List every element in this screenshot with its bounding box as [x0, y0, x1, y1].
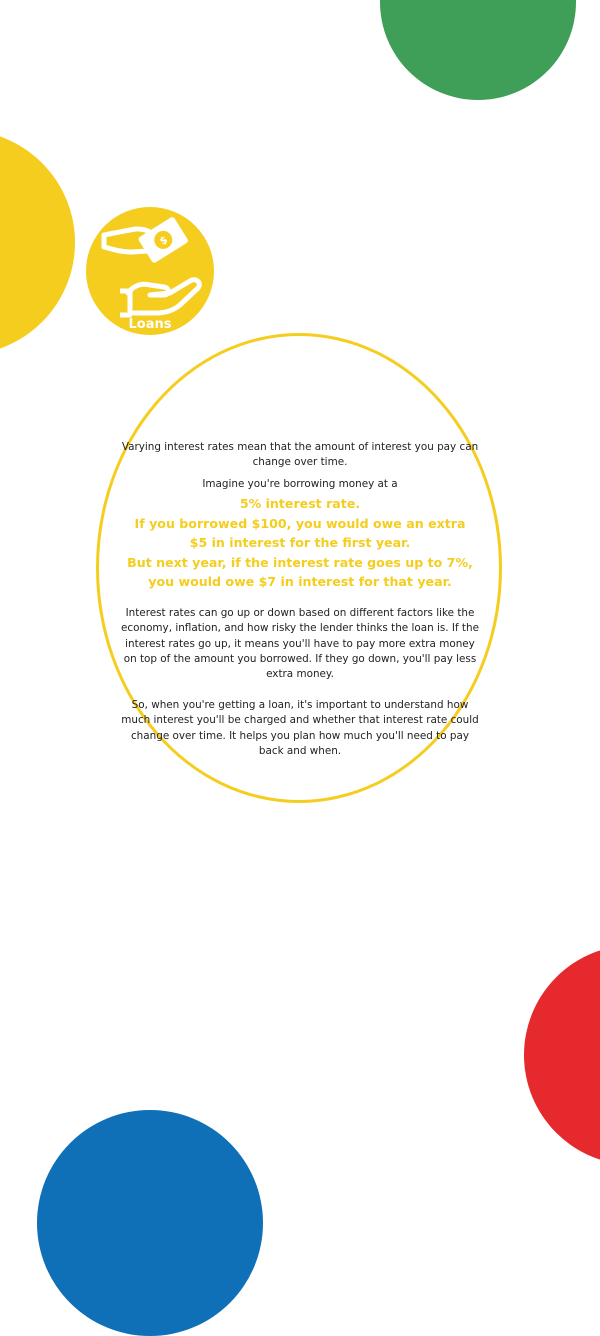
- loans-badge: [86, 207, 214, 335]
- intro-paragraph: Varying interest rates mean that the amount of interest you pay can change over time.: [121, 441, 479, 469]
- example-line: $5 in interest for the first year.: [189, 535, 411, 551]
- svg-text:$: $: [158, 234, 170, 248]
- example-line: you would owe $7 in interest for that year.: [148, 574, 452, 590]
- understand-paragraph: So, when you're getting a loan, it's important to understand how much interest you'll be charged and whether that interest rate could change over time. It helps you plan how much you'll need to pay back and when.: [121, 698, 479, 757]
- factors-paragraph: Interest rates can go up or down based on different factors like the economy, inflation, and how risky the lender thinks the loan is. If the interest rates go up, it means you'll have to pay more extra money on top of the amount you borrowed. If they go down, you'll pay less extra money.: [121, 606, 479, 681]
- decorative-green-circle: [380, 0, 576, 100]
- example-line: 5% interest rate.: [239, 496, 361, 512]
- loans-label: Loans: [128, 317, 172, 332]
- example-line: But next year, if the interest rate goes up to 7%,: [127, 554, 473, 570]
- decorative-red-circle: [524, 945, 600, 1165]
- info-content: [118, 440, 482, 759]
- decorative-yellow-circle: [0, 130, 75, 355]
- hand-giving-money-icon: [86, 207, 214, 335]
- intro-example-lead: Imagine you're borrowing money at a: [202, 477, 398, 490]
- decorative-blue-circle: [37, 1110, 263, 1336]
- example-line: If you borrowed $100, you would owe an extra: [134, 515, 466, 531]
- example-highlight: [118, 494, 482, 592]
